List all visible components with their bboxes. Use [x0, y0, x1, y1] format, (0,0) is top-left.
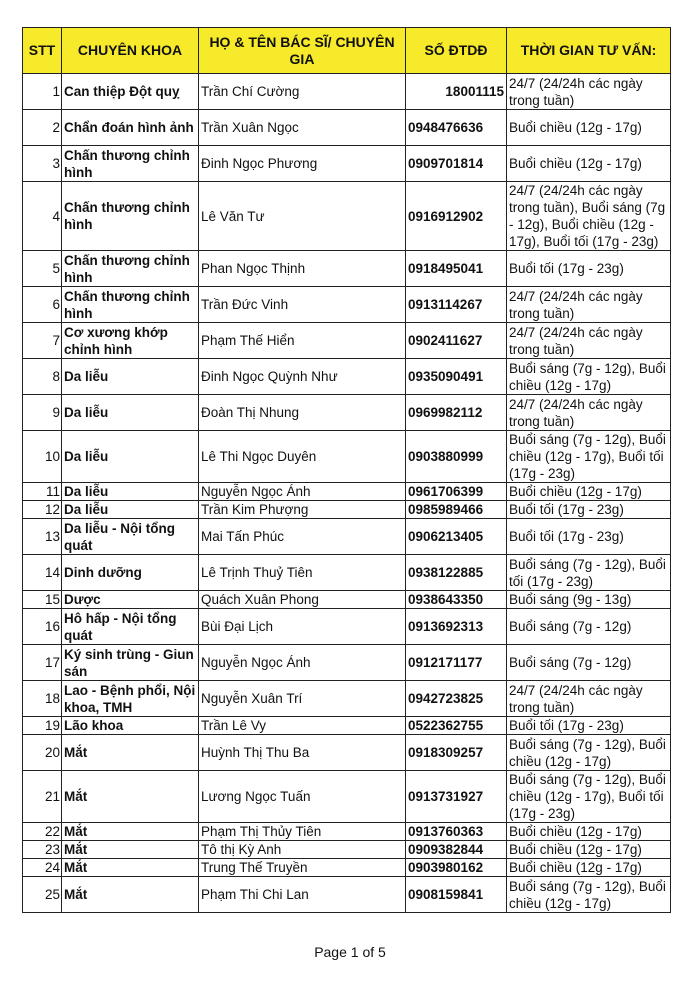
- specialty-cell: Chấn thương chỉnh hình: [62, 251, 199, 287]
- specialty-cell: Lão khoa: [62, 717, 199, 735]
- header-specialty: CHUYÊN KHOA: [62, 28, 199, 74]
- table-row: [23, 823, 671, 841]
- doctor-name-cell: Huỳnh Thị Thu Ba: [199, 735, 406, 771]
- doctor-table: [22, 27, 671, 913]
- doctor-name-cell: Nguyễn Xuân Trí: [199, 681, 406, 717]
- doctor-name-cell: Nguyễn Ngọc Ánh: [199, 645, 406, 681]
- row-number: 17: [23, 645, 62, 681]
- table-row: [23, 359, 671, 395]
- doctor-name-cell: Phạm Thế Hiển: [199, 323, 406, 359]
- specialty-cell: Ký sinh trùng - Giun sán: [62, 645, 199, 681]
- row-number: 11: [23, 483, 62, 501]
- phone-cell: 0903880999: [406, 431, 507, 483]
- table-row: [23, 74, 671, 110]
- consult-time-cell: Buổi sáng (9g - 13g): [507, 591, 671, 609]
- specialty-cell: Mắt: [62, 735, 199, 771]
- row-number: 4: [23, 182, 62, 251]
- consult-time-cell: Buổi sáng (7g - 12g), Buổi chiều (12g - 17g): [507, 877, 671, 913]
- phone-cell: 0913114267: [406, 287, 507, 323]
- consult-time-cell: Buổi tối (17g - 23g): [507, 519, 671, 555]
- row-number: 23: [23, 841, 62, 859]
- table-row: [23, 110, 671, 146]
- doctor-name-cell: Lê Thi Ngọc Duyên: [199, 431, 406, 483]
- table-row: [23, 395, 671, 431]
- phone-cell: 0916912902: [406, 182, 507, 251]
- doctor-name-cell: Phạm Thị Thủy Tiên: [199, 823, 406, 841]
- phone-cell: 0918309257: [406, 735, 507, 771]
- phone-cell: 0909382844: [406, 841, 507, 859]
- table-row: [23, 877, 671, 913]
- phone-cell: 0909701814: [406, 146, 507, 182]
- doctor-name-cell: Mai Tấn Phúc: [199, 519, 406, 555]
- phone-cell: 0942723825: [406, 681, 507, 717]
- specialty-cell: Da liễu - Nội tổng quát: [62, 519, 199, 555]
- row-number: 7: [23, 323, 62, 359]
- row-number: 13: [23, 519, 62, 555]
- consult-time-cell: Buổi chiều (12g - 17g): [507, 146, 671, 182]
- doctor-name-cell: Phạm Thi Chi Lan: [199, 877, 406, 913]
- specialty-cell: Cơ xương khớp chỉnh hình: [62, 323, 199, 359]
- consult-time-cell: Buổi tối (17g - 23g): [507, 717, 671, 735]
- phone-cell: 0522362755: [406, 717, 507, 735]
- row-number: 19: [23, 717, 62, 735]
- consult-time-cell: Buổi tối (17g - 23g): [507, 251, 671, 287]
- specialty-cell: Lao - Bệnh phổi, Nội khoa, TMH: [62, 681, 199, 717]
- table-row: [23, 519, 671, 555]
- specialty-cell: Da liễu: [62, 483, 199, 501]
- table-row: [23, 645, 671, 681]
- row-number: 6: [23, 287, 62, 323]
- doctor-name-cell: Lê Trịnh Thuỷ Tiên: [199, 555, 406, 591]
- table-row: [23, 859, 671, 877]
- row-number: 22: [23, 823, 62, 841]
- table-row: [23, 555, 671, 591]
- specialty-cell: Dinh dưỡng: [62, 555, 199, 591]
- consult-time-cell: 24/7 (24/24h các ngày trong tuần): [507, 74, 671, 110]
- phone-cell: 0913692313: [406, 609, 507, 645]
- consult-time-cell: Buổi sáng (7g - 12g), Buổi chiều (12g - 17g), Buổi tối (17g - 23g): [507, 431, 671, 483]
- row-number: 14: [23, 555, 62, 591]
- phone-cell: 0918495041: [406, 251, 507, 287]
- phone-cell: 0913731927: [406, 771, 507, 823]
- doctor-name-cell: Đoàn Thị Nhung: [199, 395, 406, 431]
- consult-time-cell: Buổi sáng (7g - 12g), Buổi tối (17g - 23g): [507, 555, 671, 591]
- consult-time-cell: Buổi sáng (7g - 12g), Buổi chiều (12g - 17g), Buổi tối (17g - 23g): [507, 771, 671, 823]
- phone-cell: 0938122885: [406, 555, 507, 591]
- consult-time-cell: 24/7 (24/24h các ngày trong tuần), Buổi sáng (7g - 12g), Buổi chiều (12g - 17g), Buổi tối (17g - 23g): [507, 182, 671, 251]
- phone-cell: 0913760363: [406, 823, 507, 841]
- table-row: [23, 483, 671, 501]
- specialty-cell: Mắt: [62, 823, 199, 841]
- consult-time-cell: 24/7 (24/24h các ngày trong tuần): [507, 681, 671, 717]
- doctor-name-cell: Trần Lê Vy: [199, 717, 406, 735]
- row-number: 24: [23, 859, 62, 877]
- specialty-cell: Mắt: [62, 859, 199, 877]
- specialty-cell: Da liễu: [62, 395, 199, 431]
- phone-cell: 0969982112: [406, 395, 507, 431]
- table-row: [23, 841, 671, 859]
- phone-cell: 0903980162: [406, 859, 507, 877]
- row-number: 25: [23, 877, 62, 913]
- consult-time-cell: 24/7 (24/24h các ngày trong tuần): [507, 323, 671, 359]
- doctor-directory: [22, 27, 670, 913]
- phone-cell: 0985989466: [406, 501, 507, 519]
- table-row: [23, 431, 671, 483]
- consult-time-cell: Buổi sáng (7g - 12g): [507, 609, 671, 645]
- table-row: [23, 501, 671, 519]
- header-stt: STT: [23, 28, 62, 74]
- phone-cell: 0908159841: [406, 877, 507, 913]
- table-row: [23, 182, 671, 251]
- doctor-name-cell: Trần Xuân Ngọc: [199, 110, 406, 146]
- phone-cell: 0912171177: [406, 645, 507, 681]
- doctor-name-cell: Bùi Đại Lịch: [199, 609, 406, 645]
- table-body: [23, 74, 671, 913]
- specialty-cell: Da liễu: [62, 359, 199, 395]
- consult-time-cell: Buổi chiều (12g - 17g): [507, 859, 671, 877]
- header-phone: SỐ ĐTDĐ: [406, 28, 507, 74]
- row-number: 20: [23, 735, 62, 771]
- specialty-cell: Mắt: [62, 771, 199, 823]
- row-number: 2: [23, 110, 62, 146]
- row-number: 21: [23, 771, 62, 823]
- table-row: [23, 146, 671, 182]
- consult-time-cell: Buổi sáng (7g - 12g): [507, 645, 671, 681]
- table-row: [23, 591, 671, 609]
- phone-cell: 0938643350: [406, 591, 507, 609]
- row-number: 8: [23, 359, 62, 395]
- table-row: [23, 323, 671, 359]
- header-consult-time: THỜI GIAN TƯ VẤN:: [507, 28, 671, 74]
- doctor-name-cell: Nguyễn Ngọc Ánh: [199, 483, 406, 501]
- phone-cell: 0961706399: [406, 483, 507, 501]
- table-row: [23, 771, 671, 823]
- consult-time-cell: Buổi chiều (12g - 17g): [507, 483, 671, 501]
- row-number: 1: [23, 74, 62, 110]
- specialty-cell: Mắt: [62, 877, 199, 913]
- specialty-cell: Dược: [62, 591, 199, 609]
- doctor-name-cell: Lê Văn Tư: [199, 182, 406, 251]
- row-number: 15: [23, 591, 62, 609]
- specialty-cell: Mắt: [62, 841, 199, 859]
- specialty-cell: Chấn thương chỉnh hình: [62, 182, 199, 251]
- doctor-name-cell: Tô thị Kỳ Anh: [199, 841, 406, 859]
- header-row: [23, 28, 671, 74]
- consult-time-cell: Buổi chiều (12g - 17g): [507, 841, 671, 859]
- consult-time-cell: 24/7 (24/24h các ngày trong tuần): [507, 287, 671, 323]
- specialty-cell: Da liễu: [62, 431, 199, 483]
- phone-cell: 0948476636: [406, 110, 507, 146]
- table-row: [23, 609, 671, 645]
- specialty-cell: Hô hấp - Nội tổng quát: [62, 609, 199, 645]
- table-row: [23, 287, 671, 323]
- row-number: 5: [23, 251, 62, 287]
- consult-time-cell: Buổi chiều (12g - 17g): [507, 110, 671, 146]
- page-footer: Page 1 of 5: [314, 944, 386, 960]
- doctor-name-cell: Lương Ngọc Tuấn: [199, 771, 406, 823]
- header-doctor-name: HỌ & TÊN BÁC SĨ/ CHUYÊN GIA: [199, 28, 406, 74]
- row-number: 9: [23, 395, 62, 431]
- specialty-cell: Chẩn đoán hình ảnh: [62, 110, 199, 146]
- table-row: [23, 735, 671, 771]
- row-number: 10: [23, 431, 62, 483]
- doctor-name-cell: Đinh Ngọc Quỳnh Như: [199, 359, 406, 395]
- phone-cell: 0902411627: [406, 323, 507, 359]
- table-row: [23, 681, 671, 717]
- phone-cell: 0935090491: [406, 359, 507, 395]
- specialty-cell: Can thiệp Đột quỵ: [62, 74, 199, 110]
- consult-time-cell: Buổi sáng (7g - 12g), Buổi chiều (12g - 17g): [507, 735, 671, 771]
- doctor-name-cell: Đinh Ngọc Phương: [199, 146, 406, 182]
- row-number: 3: [23, 146, 62, 182]
- row-number: 12: [23, 501, 62, 519]
- doctor-name-cell: Trần Đức Vinh: [199, 287, 406, 323]
- table-row: [23, 251, 671, 287]
- row-number: 18: [23, 681, 62, 717]
- specialty-cell: Chấn thương chỉnh hình: [62, 287, 199, 323]
- doctor-name-cell: Trung Thế Truyền: [199, 859, 406, 877]
- specialty-cell: Chấn thương chỉnh hình: [62, 146, 199, 182]
- phone-cell: 0906213405: [406, 519, 507, 555]
- doctor-name-cell: Trần Chí Cường: [199, 74, 406, 110]
- doctor-name-cell: Trần Kim Phượng: [199, 501, 406, 519]
- consult-time-cell: Buổi sáng (7g - 12g), Buổi chiều (12g - 17g): [507, 359, 671, 395]
- row-number: 16: [23, 609, 62, 645]
- consult-time-cell: Buổi tối (17g - 23g): [507, 501, 671, 519]
- doctor-name-cell: Quách Xuân Phong: [199, 591, 406, 609]
- table-row: [23, 717, 671, 735]
- doctor-name-cell: Phan Ngọc Thịnh: [199, 251, 406, 287]
- specialty-cell: Da liễu: [62, 501, 199, 519]
- consult-time-cell: 24/7 (24/24h các ngày trong tuần): [507, 395, 671, 431]
- phone-cell: 18001115: [406, 74, 507, 110]
- consult-time-cell: Buổi chiều (12g - 17g): [507, 823, 671, 841]
